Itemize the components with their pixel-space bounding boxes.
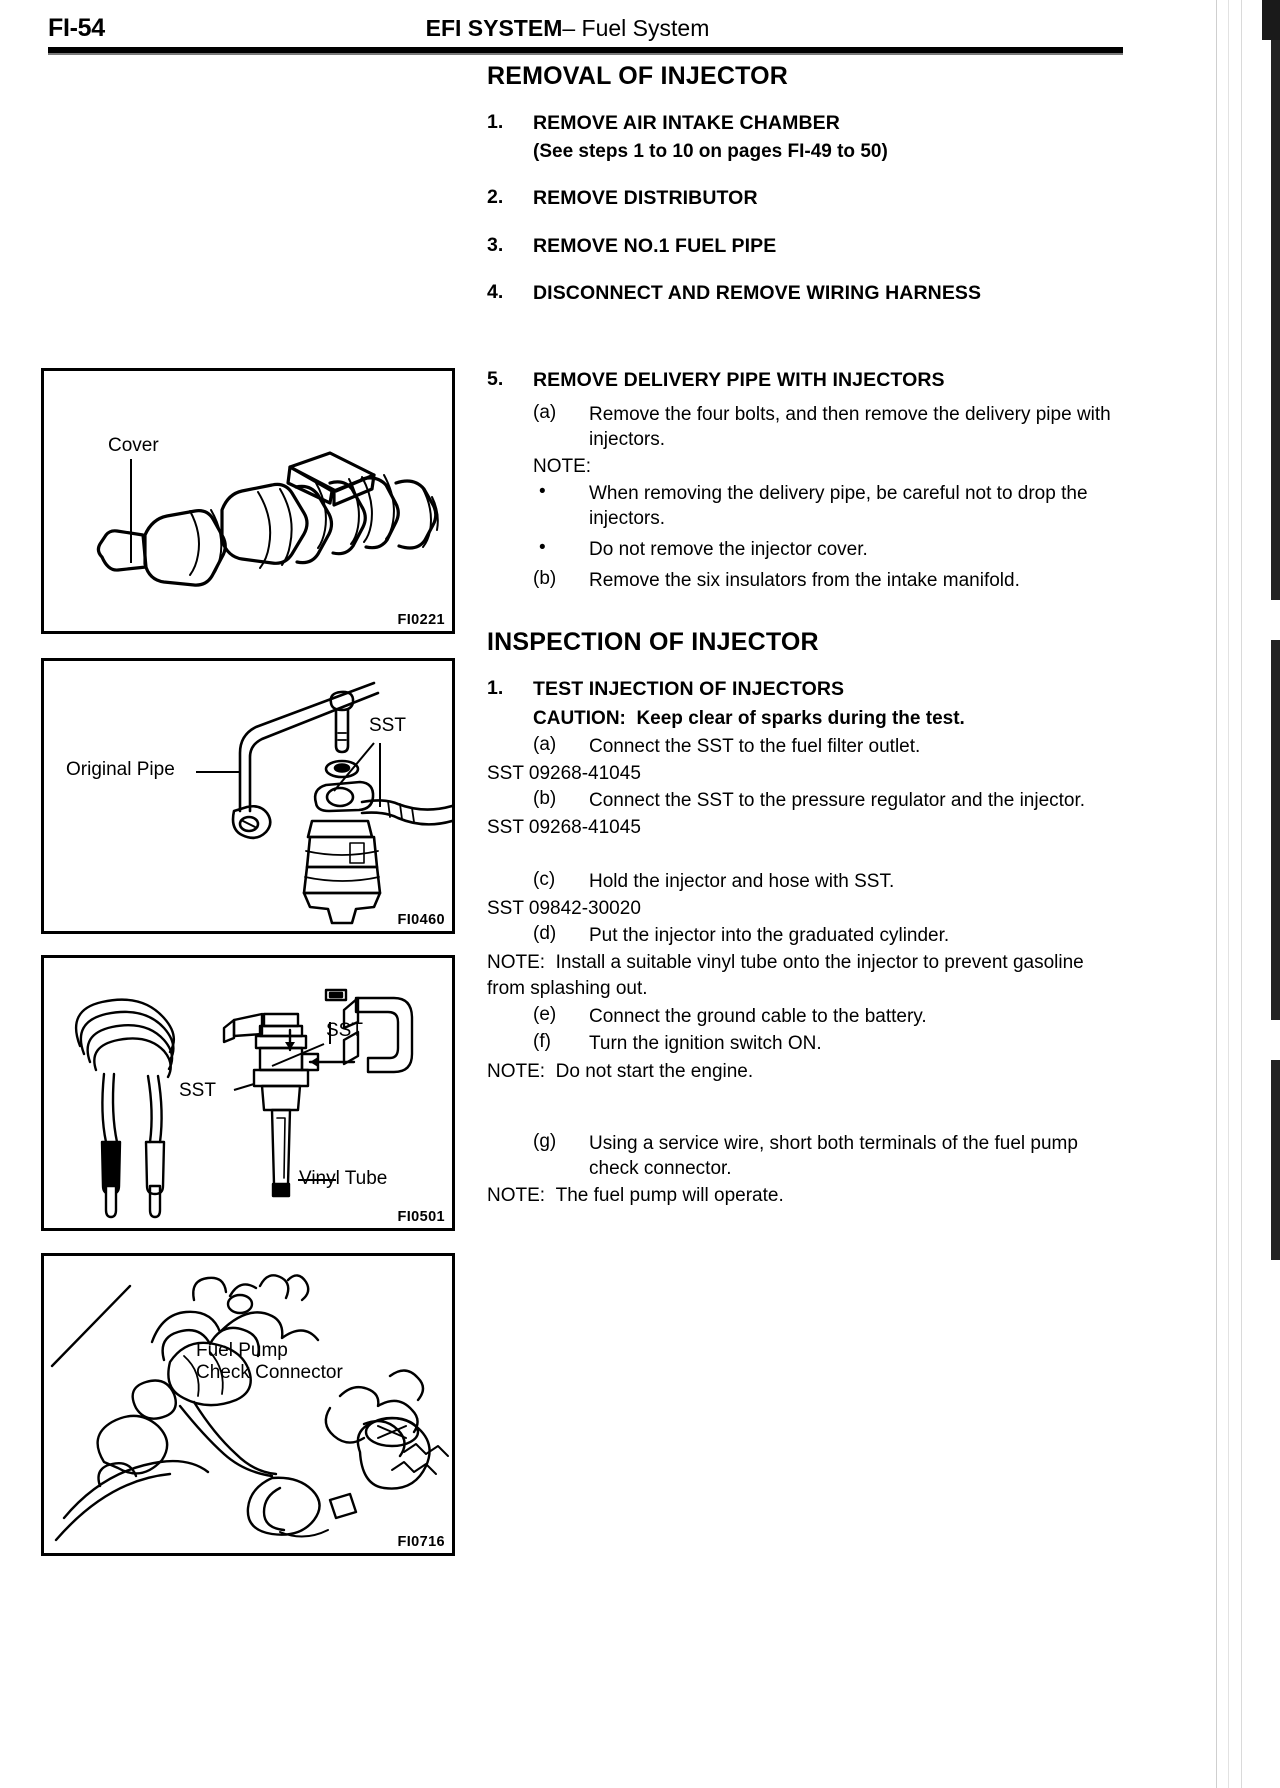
step-subtitle: (See steps 1 to 10 on pages FI-49 to 50): [533, 140, 888, 162]
inspection-step-1-details: [487, 706, 1115, 1208]
page-number: FI-54: [48, 14, 105, 42]
figure-label-text: Fuel Pump: [196, 1340, 288, 1361]
figure-label-vinyl-tube: [299, 1168, 387, 1191]
step-title: REMOVE NO.1 FUEL PIPE: [533, 234, 777, 257]
note-do-not-start: [487, 1059, 1115, 1084]
step-number: 2.: [487, 185, 504, 208]
figure-label-sst-left: [179, 1080, 216, 1103]
item-letter: (e): [533, 1004, 557, 1025]
item-letter: (d): [533, 923, 557, 945]
caution-text: Keep clear of sparks during the test.: [636, 708, 965, 730]
figure-label-original-pipe: [66, 759, 175, 782]
figure-label-text: Vinyl Tube: [299, 1168, 388, 1189]
item-letter: (b): [533, 788, 557, 810]
item-letter: (b): [533, 568, 557, 590]
figure-injector-cover: [41, 368, 455, 634]
scan-spine-line: [1241, 0, 1242, 1788]
item-text: Remove the six insulators from the intake manifold.: [589, 570, 1020, 592]
item-letter: (a): [533, 401, 557, 423]
note-label: NOTE:: [487, 952, 546, 974]
scan-black-strip: [1271, 40, 1280, 600]
item-text: Put the injector into the graduated cylinder.: [589, 925, 950, 947]
item-letter: (g): [533, 1130, 557, 1152]
item-text: Connect the SST to the fuel filter outlet.: [589, 735, 921, 757]
step-number: 3.: [487, 233, 504, 256]
item-letter: (c): [533, 868, 556, 890]
injector-drawing: [44, 371, 452, 631]
note-text: Do not start the engine.: [555, 1060, 754, 1082]
step-title: TEST INJECTION OF INJECTORS: [533, 677, 845, 700]
removal-section-heading: REMOVAL OF INJECTOR: [487, 62, 789, 90]
step-5-item-b: [533, 568, 1115, 593]
sst-number-a: SST 09268-41045: [487, 762, 641, 784]
item-text: Turn the ignition switch ON.: [589, 1033, 822, 1055]
item-text: Hold the injector and hose with SST.: [589, 870, 895, 892]
item-text: Connect the ground cable to the battery.: [589, 1006, 927, 1027]
item-letter: (a): [533, 733, 557, 755]
scan-page-edge: [1208, 0, 1280, 1788]
step-title: REMOVE DELIVERY PIPE WITH INJECTORS: [533, 369, 945, 392]
header-divider: [48, 47, 1123, 53]
scan-black-corner: [1262, 0, 1280, 40]
scan-spine-line: [1216, 0, 1217, 1788]
note-bullet-1: [533, 481, 1115, 532]
figure-label-text: SST: [369, 715, 406, 736]
page-title: [0, 15, 1135, 42]
item-text: Connect the SST to the pressure regulator and the injector.: [589, 790, 1086, 812]
inspection-item-a: [533, 734, 1115, 759]
note-text: Install a suitable vinyl tube onto the injector to prevent gasoline from splashing out.: [487, 952, 1084, 999]
figure-code: FI0501: [397, 1209, 445, 1225]
bullet-icon: •: [539, 537, 546, 559]
step-number: 4.: [487, 281, 504, 304]
note-text: The fuel pump will operate.: [555, 1185, 784, 1207]
step-title: DISCONNECT AND REMOVE WIRING HARNESS: [533, 282, 982, 305]
scan-black-strip: [1271, 640, 1280, 1020]
item-text: Remove the four bolts, and then remove the delivery pipe with injectors.: [589, 403, 1111, 451]
figure-code: FI0221: [397, 612, 445, 628]
item-letter: (f): [533, 1031, 551, 1053]
note-fuel-pump-operate: [487, 1183, 1115, 1208]
inspection-step-1: [487, 677, 1115, 703]
instructions-column: [487, 62, 1115, 1212]
note-label: NOTE:: [487, 1185, 546, 1207]
figure-fuel-filter-sst: [41, 658, 455, 934]
engine-bay-drawing: [44, 1256, 452, 1553]
note-bullet-2: [533, 537, 1115, 562]
injector-test-drawing: [44, 958, 452, 1228]
bullet-text: Do not remove the injector cover.: [589, 539, 868, 561]
page-header: [0, 0, 1180, 52]
figure-label-text: SST: [326, 1020, 363, 1041]
page-title-dash: –: [562, 15, 576, 41]
removal-step-4: [487, 281, 1115, 307]
inspection-item-d: [533, 923, 1115, 948]
figure-code: FI0460: [397, 912, 445, 928]
figure-label-sst: [369, 715, 406, 738]
figure-label-text: Cover: [108, 435, 159, 456]
note-vinyl-tube: [487, 950, 1115, 1001]
page-title-thin: Fuel System: [581, 15, 710, 41]
figure-injector-test-sst: [41, 955, 455, 1231]
note-label: NOTE:: [487, 1060, 546, 1082]
inspection-item-f: [533, 1031, 1115, 1056]
step-number: 1.: [487, 676, 504, 699]
inspection-item-g: [533, 1131, 1115, 1182]
step-title: REMOVE DISTRIBUTOR: [533, 186, 758, 209]
spacer: [487, 324, 1115, 368]
fuel-filter-drawing: [44, 661, 452, 931]
step-title: REMOVE AIR INTAKE CHAMBER: [533, 112, 840, 134]
inspection-section-heading: INSPECTION OF INJECTOR: [487, 627, 819, 656]
leader-line: [196, 771, 240, 773]
removal-step-5-details: [533, 402, 1115, 594]
scan-black-strip: [1271, 1060, 1280, 1260]
figure-label-fuel-pump: [196, 1340, 343, 1385]
figure-code: FI0716: [397, 1534, 445, 1550]
removal-step-1: [487, 111, 1115, 164]
removal-step-5: [487, 368, 1115, 394]
inspection-item-c: [533, 869, 1115, 894]
step-number: 5.: [487, 368, 504, 391]
leader-line: [130, 459, 132, 563]
removal-step-3: [487, 234, 1115, 260]
removal-step-2: [487, 186, 1115, 212]
step-5-item-a: [533, 402, 1115, 453]
figure-label-text: SST: [179, 1080, 216, 1101]
bullet-icon: •: [539, 480, 546, 502]
inspection-item-e: [533, 1004, 1115, 1029]
bullet-text: When removing the delivery pipe, be careful not to drop the injectors.: [589, 482, 1088, 529]
figure-label-text: Check Connector: [196, 1362, 343, 1384]
step-number: 1.: [487, 111, 504, 133]
caution-label: CAUTION:: [533, 708, 626, 730]
caution-line: [533, 706, 1115, 731]
sst-number-b: SST 09268-41045: [487, 817, 641, 839]
inspection-item-b: [533, 788, 1115, 813]
page-title-bold: EFI SYSTEM: [425, 15, 563, 41]
spacer: [533, 1087, 1115, 1131]
scan-spine-line: [1228, 0, 1229, 1788]
figure-fuel-pump-check-connector: [41, 1253, 455, 1556]
note-label: NOTE:: [533, 456, 592, 478]
sst-number-c: SST 09842-30020: [487, 897, 641, 919]
figure-label-sst-right: [326, 1020, 363, 1043]
item-text: Using a service wire, short both terminals of the fuel pump check connector.: [589, 1132, 1078, 1180]
figure-label-text: Original Pipe: [66, 759, 175, 780]
spacer: [533, 843, 1115, 869]
figure-label-cover: [108, 435, 159, 458]
